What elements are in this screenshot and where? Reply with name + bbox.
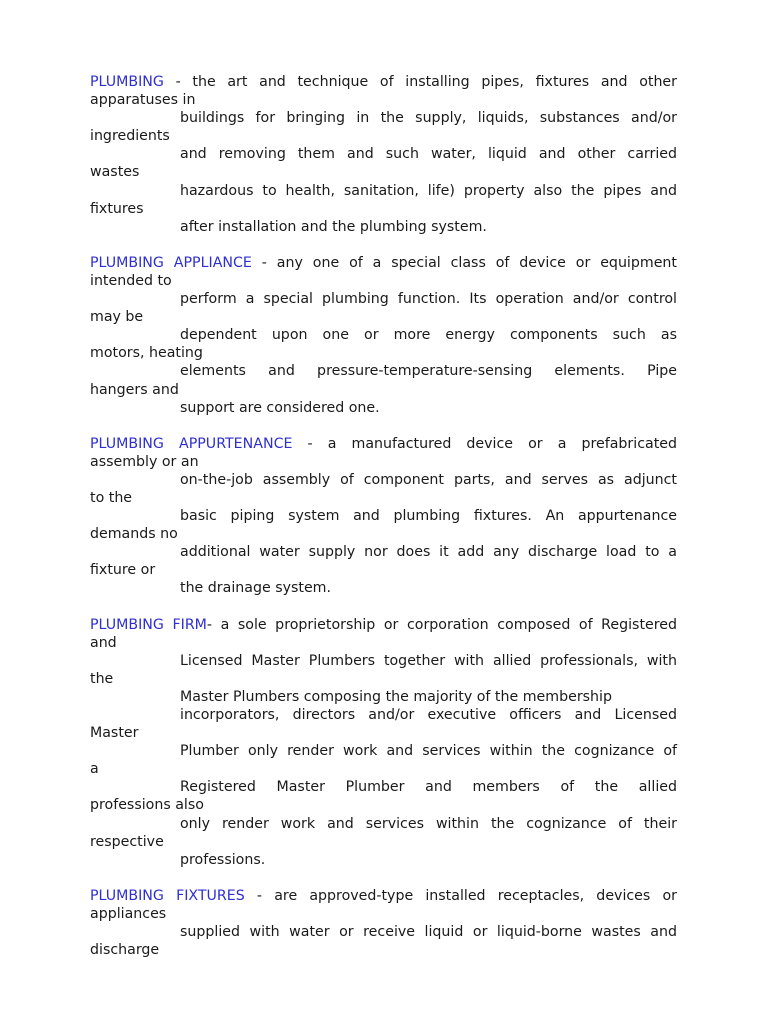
wrapped-text: motors, heating [90,345,203,362]
definition-line [90,254,677,272]
definition-line: perform a special plumbing function. Its operation and/or control [180,291,677,308]
wrapped-text: hangers and [90,381,179,398]
wrapped-text: apparatuses in [90,92,196,109]
definition-line: only render work and services within the cognizance of their [180,815,677,832]
term-heading: PLUMBING APPURTENANCE [90,435,293,452]
wrapped-text: ingredients [90,128,170,145]
definition-plumbing-fixtures [90,887,677,959]
wrapped-text: may be [90,309,144,326]
document-page [90,73,677,977]
wrapped-text: respective [90,833,164,850]
definition-text: - the art and technique of installing pipes, fixtures and other [163,74,677,90]
wrapped-text: the [90,670,114,687]
definition-text: - a manufactured device or a prefabricated [292,435,677,452]
term-heading: PLUMBING FIXTURES [90,887,245,904]
term-heading: PLUMBING FIRM [90,616,207,633]
definition-line: supplied with water or receive liquid or liquid-borne wastes and [180,924,677,941]
wrapped-text: fixtures [90,200,144,217]
definition-line: Plumber only render work and services within the cognizance of [180,743,677,760]
definition-line [90,73,677,91]
definition-line: incorporators, directors and/or executive officers and Licensed [180,707,677,723]
definition-plumbing-firm [90,616,677,869]
definition-text: - are approved-type installed receptacles, devices or [244,887,677,904]
term-heading: PLUMBING APPLIANCE [90,254,252,271]
definition-plumbing [90,73,677,236]
wrapped-text: and [90,634,117,651]
definition-plumbing-appurtenance [90,435,677,598]
wrapped-text: fixture or [90,562,156,579]
definition-line: Master Plumbers composing the majority of the membership [180,688,612,705]
definition-line: on-the-job assembly of component parts, and serves as adjunct [180,471,677,488]
wrapped-text: wastes [90,164,140,181]
definition-text: - a sole proprietorship or corporation composed of Registered [206,616,677,633]
term-heading: PLUMBING [90,74,164,90]
wrapped-text: appliances [90,905,167,922]
definition-line: and removing them and such water, liquid and other carried [180,146,677,163]
definition-line: elements and pressure-temperature-sensing elements. Pipe [180,363,677,380]
wrapped-text: discharge [90,942,160,959]
definition-text: - any one of a special class of device or equipment [251,254,677,271]
definition-line: buildings for bringing in the supply, liquids, substances and/or [180,110,677,127]
definition-line: professions. [180,851,266,868]
definition-line: Licensed Master Plumbers together with allied professionals, with [180,652,677,669]
definition-line [90,887,677,905]
definition-line: Registered Master Plumber and members of the allied [180,779,677,796]
wrapped-text: Master [90,725,139,742]
wrapped-text: professions also [90,797,204,814]
definition-line: hazardous to health, sanitation, life) property also the pipes and [180,182,677,199]
wrapped-text: demands no [90,526,178,543]
definition-plumbing-appliance [90,254,677,417]
definition-line: the drainage system. [180,580,331,597]
wrapped-text: a [90,761,99,778]
wrapped-text: intended to [90,272,172,289]
definition-line: dependent upon one or more energy components such as [180,327,677,344]
wrapped-text: assembly or an [90,453,199,470]
definition-line: additional water supply nor does it add any discharge load to a [180,544,677,561]
wrapped-text: to the [90,489,133,506]
definition-line: after installation and the plumbing system. [180,218,487,235]
definition-line: support are considered one. [180,399,380,416]
definition-line: basic piping system and plumbing fixtures. An appurtenance [180,508,677,525]
definition-line [90,435,677,453]
definition-line [90,616,677,634]
